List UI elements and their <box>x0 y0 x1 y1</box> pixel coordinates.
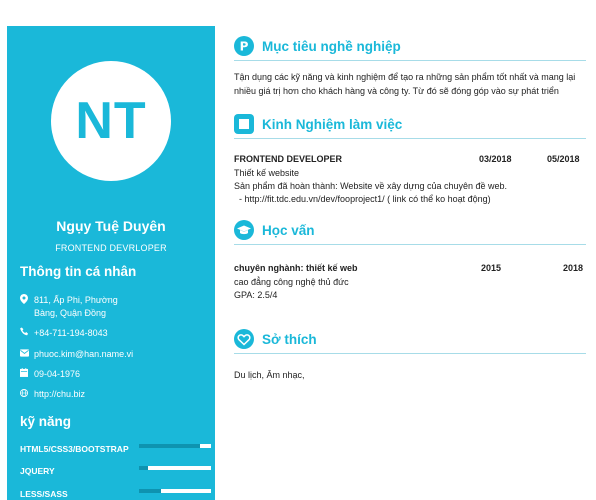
hobbies-header <box>234 325 586 354</box>
heart-icon <box>234 329 254 349</box>
experience-row <box>234 154 586 164</box>
birthday-text: 09-04-1976 <box>34 369 81 379</box>
birthday-item <box>20 368 80 381</box>
education-major: chuyên nghành: thiết kế web <box>234 263 358 273</box>
objective-title: Mục tiêu nghề nghiệp <box>262 38 401 54</box>
education-end-year: 2018 <box>563 263 584 273</box>
skill-bar-fill <box>139 444 200 448</box>
skill-label: JQUERY <box>20 466 55 476</box>
job-start-date: 03/2018 <box>479 154 512 164</box>
skill-bar-fill <box>139 489 161 493</box>
hobbies-title: Sở thích <box>262 331 317 347</box>
pinterest-icon <box>234 36 254 56</box>
svg-text:P: P <box>239 39 249 54</box>
sidebar <box>7 26 215 500</box>
education-header <box>234 216 586 245</box>
skill-bar <box>139 466 211 470</box>
objective-header <box>234 32 586 61</box>
experience-line: Thiết kế website <box>234 168 300 178</box>
phone-icon <box>20 327 34 340</box>
phone-item <box>20 327 108 340</box>
skill-bar <box>139 444 211 448</box>
phone-text: +84-711-194-8043 <box>34 328 108 338</box>
skill-bar <box>139 489 211 493</box>
skill-label: HTML5/CSS3/BOOTSTRAP <box>20 444 129 454</box>
personal-info-title: Thông tin cá nhân <box>20 264 137 279</box>
map-pin-icon <box>20 294 34 319</box>
globe-icon <box>20 388 34 401</box>
education-line: cao đẳng công nghệ thủ đức <box>234 277 349 287</box>
job-title: FRONTEND DEVELOPER <box>234 154 343 164</box>
education-line: GPA: 2.5/4 <box>234 290 278 300</box>
education-title: Học vấn <box>262 222 315 238</box>
experience-line: Sản phẩm đã hoàn thành: Website về xây dựng của chuyên đề web. <box>234 181 508 191</box>
education-start-year: 2015 <box>481 263 502 273</box>
skills-title: kỹ năng <box>20 414 72 429</box>
experience-header <box>234 110 586 139</box>
avatar-initials: NT <box>75 92 147 150</box>
briefcase-icon <box>234 114 254 134</box>
skill-label: LESS/SASS <box>20 489 68 499</box>
experience-link[interactable]: - http://fit.tdc.edu.vn/dev/fooproject1/ ( link có thể ko hoạt động) <box>234 194 491 204</box>
email-text: phuoc.kim@han.name.vi <box>34 349 134 359</box>
envelope-icon <box>20 348 34 361</box>
profile-role: FRONTEND DEVRLOPER <box>55 243 167 253</box>
objective-text: Tận dụng các kỹ năng và kinh nghiệm để tạo ra những sản phẩm tốt nhất và mang lại nhiều giá trị hơn cho khách hàng và công ty. Từ đó sẽ đóng góp vào sự phát triển <box>234 72 576 96</box>
website-item[interactable] <box>20 388 85 401</box>
experience-title: Kinh Nghiệm làm việc <box>262 116 403 132</box>
skill-bar-fill <box>139 466 148 470</box>
avatar <box>51 61 171 181</box>
email-item <box>20 348 144 361</box>
address-item <box>20 294 144 319</box>
address-text: 811, Ấp Phi, Phường Bàng, Quận Đồng <box>34 295 118 318</box>
hobbies-text: Du lịch, Âm nhạc, <box>234 370 305 380</box>
profile-name: Ngụy Tuệ Duyên <box>56 218 166 234</box>
education-row <box>234 263 586 273</box>
website-link[interactable]: http://chu.biz <box>34 389 86 399</box>
job-end-date: 05/2018 <box>547 154 580 164</box>
calendar-icon <box>20 368 34 381</box>
graduation-cap-icon <box>234 220 254 240</box>
